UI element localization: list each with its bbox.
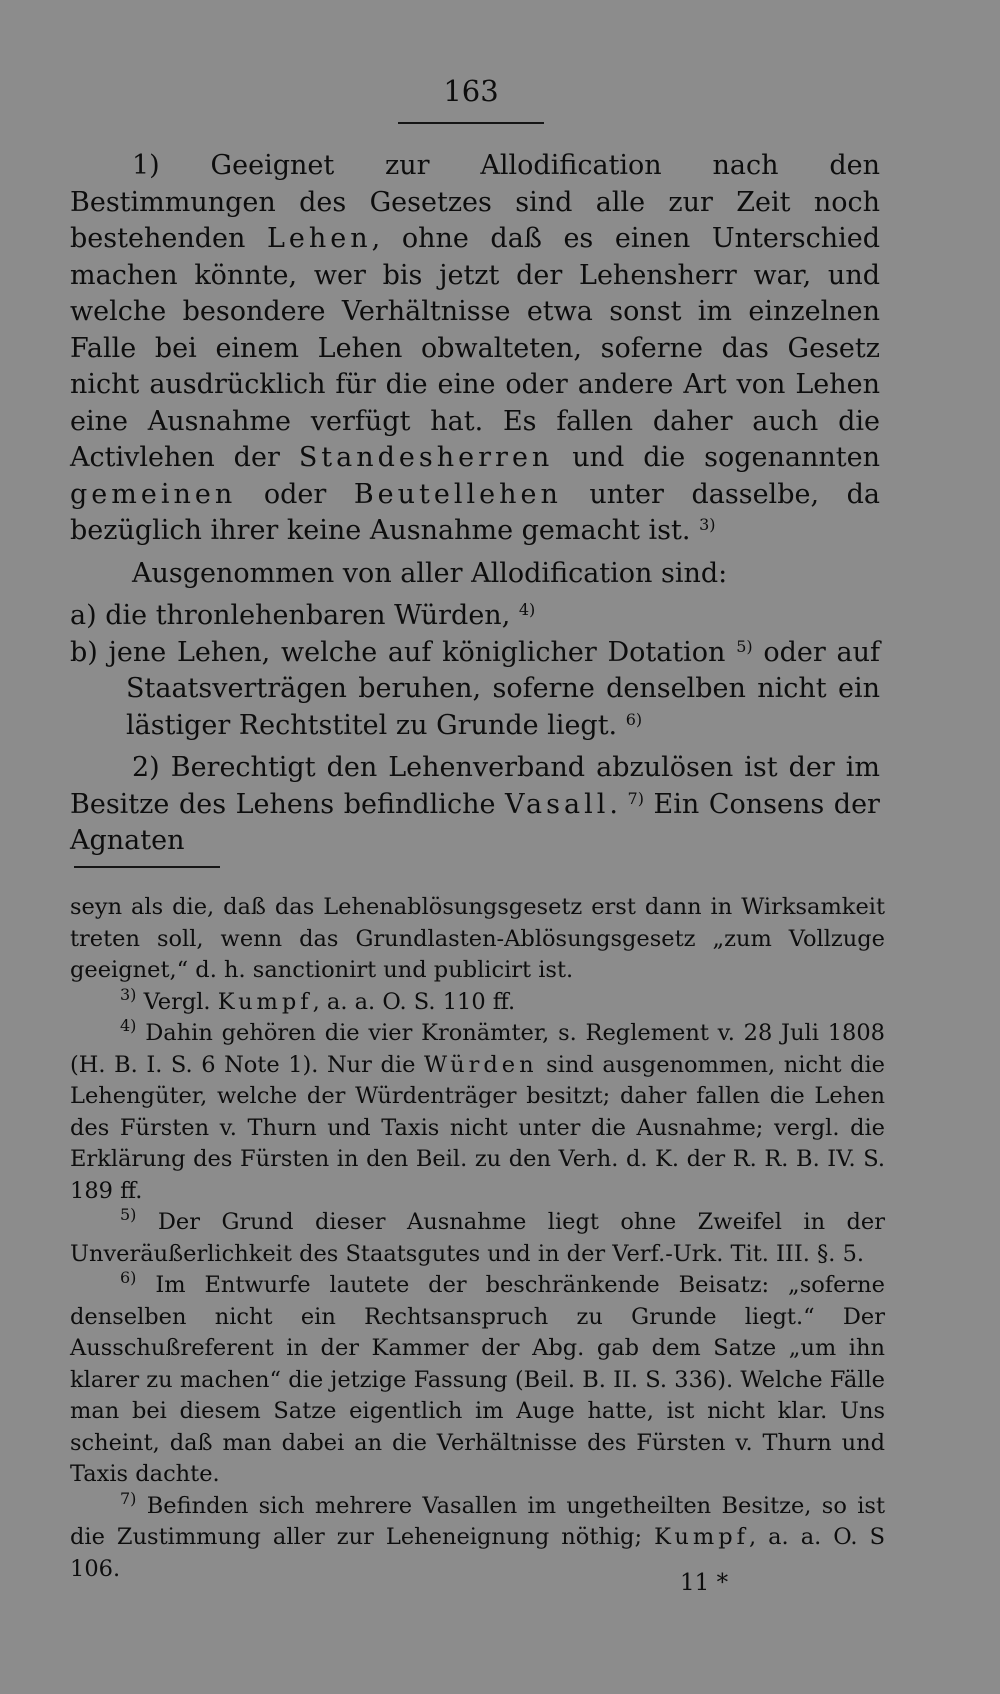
emphasis-vasall: Vasall [505, 788, 610, 820]
footnote-continuation: seyn als die, daß das Lehenablösungsgesetz erst dann in Wirksamkeit treten soll, wenn das Grundlasten-Ablösungsgesetz „zum Vollzuge geeignet,“ d. h. sanctionirt und publicirt ist. [70, 894, 885, 983]
footnote-7: $^{7)}$ Befinden sich mehrere Vasallen im ungetheilten Besitze, so ist die Zustimmung aller zur Leheneignung nöthig; Kumpf, a. a. O. S 106. [70, 1488, 886, 1582]
footnote-ref-4: 4) [518, 600, 536, 619]
list-item-a: a) die thronlehenbaren Würden, $^{4)}$ [70, 600, 536, 631]
footnote-ref-5: 5) [736, 636, 753, 656]
header-rule [398, 122, 544, 124]
footnote-5: $^{5)}$ Der Grund dieser Ausnahme liegt ohne Zweifel in der Unveräußerlichkeit des Staatsgutes und in der Verf.-Urk. Tit. III. §. 5. [70, 1205, 885, 1267]
paragraph-3: 2) Berechtigt den Lehenverband abzulösen ist der im Besitze des Lehens befindliche Vasall. $^{7)}$ Ein Consens der Agnaten [70, 752, 880, 856]
emphasis-beutellehen: Beutellehen [353, 478, 562, 510]
footnote-ref-7: 7) [627, 788, 644, 808]
list-item-b: b) jene Lehen, welche auf königlicher Dotation $^{5)}$ oder auf Staatsverträgen beruhen, soferne denselben nicht ein lästiger Rechtstitel zu Grunde liegt. $^{6)}$ [70, 636, 880, 741]
signature-mark: 11 * [680, 1570, 729, 1596]
emphasis-standesherren: Standesherren [298, 442, 554, 473]
footnotes [70, 892, 885, 1585]
paragraph-1: 1) Geeignet zur Allodification nach den Bestimmungen des Gesetzes sind alle zur Zeit noch bestehenden Lehen, ohne daß es einen Unterschied machen könnte, wer bis jetzt der Lehensherr war, und welche besondere Verhältnisse etwa sonst im einzelnen Falle bei einem Lehen obwalteten, soferne das Gesetz nicht ausdrücklich für die eine oder andere Art von Lehen eine Ausnahme verfügt hat. Es fallen daher auch die Activlehen der Standesherren und die sogenannten gemeinen oder Beutellehen unter dasselbe, da bezüglich ihrer keine Ausnahme gemacht ist. $^{3)}$ [70, 150, 880, 546]
footnote-4: $^{4)}$ Dahin gehören die vier Kronämter, s. Reglement v. 28 Juli 1808 (H. B. I. S. 6 Note 1). Nur die Würden sind ausgenommen, nicht die Lehengüter, welche der Würdenträger besitzt; daher fallen die Lehen des Fürsten v. Thurn und Taxis nicht unter die Ausnahme; vergl. die Erklärung des Fürsten in den Beil. zu den Verh. d. K. der R. R. B. IV. S. 189 ff. [70, 1016, 885, 1204]
footnote-ref-3: 3) [699, 515, 716, 534]
paragraph-2: Ausgenommen von aller Allodification sind: [132, 557, 728, 589]
footnote-ref-6: 6) [625, 709, 643, 729]
emphasis-lehen: Lehen [266, 223, 372, 254]
footnote-3: $^{3)}$ Vergl. Kumpf, a. a. O. S. 110 ff. [120, 984, 516, 1015]
page-number: 163 [443, 74, 499, 108]
footnote-6: $^{6)}$ Im Entwurfe lautete der beschränkende Beisatz: „soferne denselben nicht ein Rechtsanspruch zu Grunde liegt.“ Der Ausschußreferent in der Kammer der Abg. gab dem Satze „um ihn klarer zu machen“ die jetzige Fassung (Beil. B. II. S. 336). Welche Fälle man bei diesem Satze eigentlich im Auge hatte, ist nicht klar. Uns scheint, daß man dabei an die Verhältnisse des Fürsten v. Thurn und Taxis dachte. [70, 1268, 885, 1487]
emphasis-gemeinen: gemeinen [70, 478, 237, 510]
footnote-rule [74, 866, 220, 868]
main-text [70, 148, 880, 860]
